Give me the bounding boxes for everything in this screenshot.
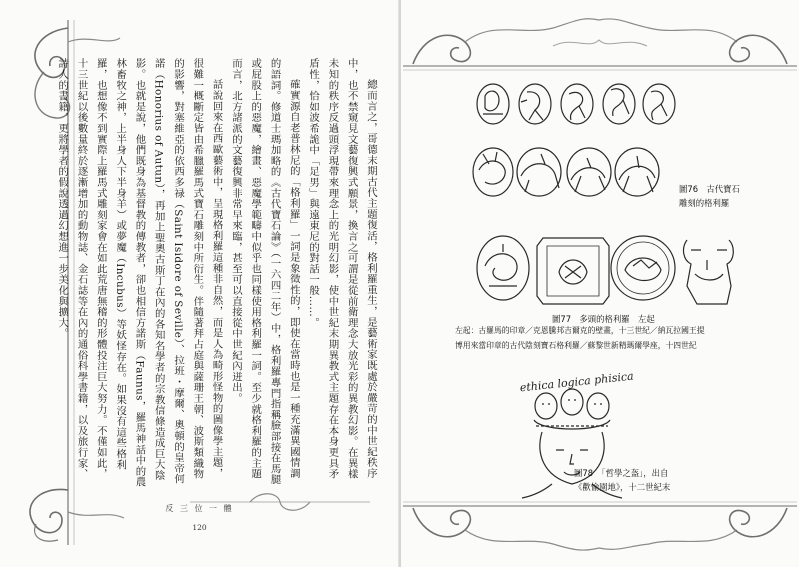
figure-78-title: 圖78 「哲學之盔」，出自 [574,468,669,478]
figure-77-desc-line-2: 博用來當印章的古代陰刻寶石格利羅／蘇黎世新精瑪爾學座，十四世紀 [455,340,697,350]
top-border-ornament-icon [403,6,797,76]
figure-77-multi-headed-grylloi [473,226,735,310]
bottom-border-ornament-icon [403,496,797,556]
figure-78-subtitle: 《歡愉園地》，十二世紀末 [574,482,671,492]
figure-78-caption [574,466,670,494]
figure-77-desc-line-1: 左起：古羅馬的印章／克恩騰邦吉爾克的壁畫，十三世紀／納瓦拉國王提 [455,326,705,335]
figure-77-title: 圖77 多頭的格利羅 左起 [552,314,655,324]
paragraph-2: 確實源自老普林尼的「格利羅」一詞是象徵性的，即使在當時也是一種充滿異國情調的語詞。修道士瑪加略的《古代寶石論》（一六四二年）中，格利羅專門指稱臉部接在馬腿或屁股上的惡魔，繪畫、惡魔學範疇中似乎也同樣使用格利羅一詞。至少就格利羅的主題而言，北方諸派的文藝復興非常早來臨，甚至可以直接從中世紀內迸出。 [229,58,300,485]
figure-76-gem-grylloi [469,80,679,208]
paragraph-3: 話說回來在西歐藝術中，呈現格利羅這種非自然，而是人為畸形怪物的圖像學主題，很難一概斷定皆由希臘羅馬式寶石雕刻中所衍生。伴隨著拜占庭與薩珊王朝、波斯類織物的影響，對塞維亞的依西多禄（Saint Isidore of Seville）、拉班・摩爾、奧頓的皇帝何諾（Honorius of Autun），再加上聖奧古斯丁在內的各知名學者的宗教信條造成巨大陰影。也就是說，他們既身為基督教的傳教者，卻也相信方諾斯（Faunus，羅馬神話中的農林畜牧之神，上半身人下半身羊）或夢魔（Incubus）等妖怪存在。如果沒有這些格利羅，也想像不到實際上羅馬式雕刻家會在如此荒唐無稽的形體投注巨大努力。不僅如此，十三世紀以後數量終於逐漸增加的動物誌、金石誌等在內的通俗科學書籍，以及旅行家、詩人的書籍，更將學者的假說透過幻想進一步美化與擴大。 [56,58,223,488]
running-footer-title: 反 三 位 一 體 [165,504,234,513]
figure-76-caption [679,182,740,210]
page-number: 120 [192,523,207,532]
figure-77-description [455,324,790,353]
figure-78-inscription: ethica logica phisica [519,369,635,395]
main-body-text [56,58,380,488]
paragraph-1: 總而言之，哥德末期古代主題復活，格利羅重生，是藝術家既處於嚴苛的中世紀秩序中，也不禁窺見文藝復興式願景，換言之可謂是從前衛理念大放光彩的異教幻影。在異樣未知的秩序反過頭浮現帶來理念上的光明幻影，使中世紀末期異教式主題存在本身更具矛盾性，恰如波希詭中「足男」與遠東尼的對話一般……。 [307,58,377,480]
figure-76-title: 圖76 古代寶石 [679,184,740,194]
left-page [0,0,399,567]
figure-76-subtitle: 雕刻的格利羅 [679,198,730,208]
